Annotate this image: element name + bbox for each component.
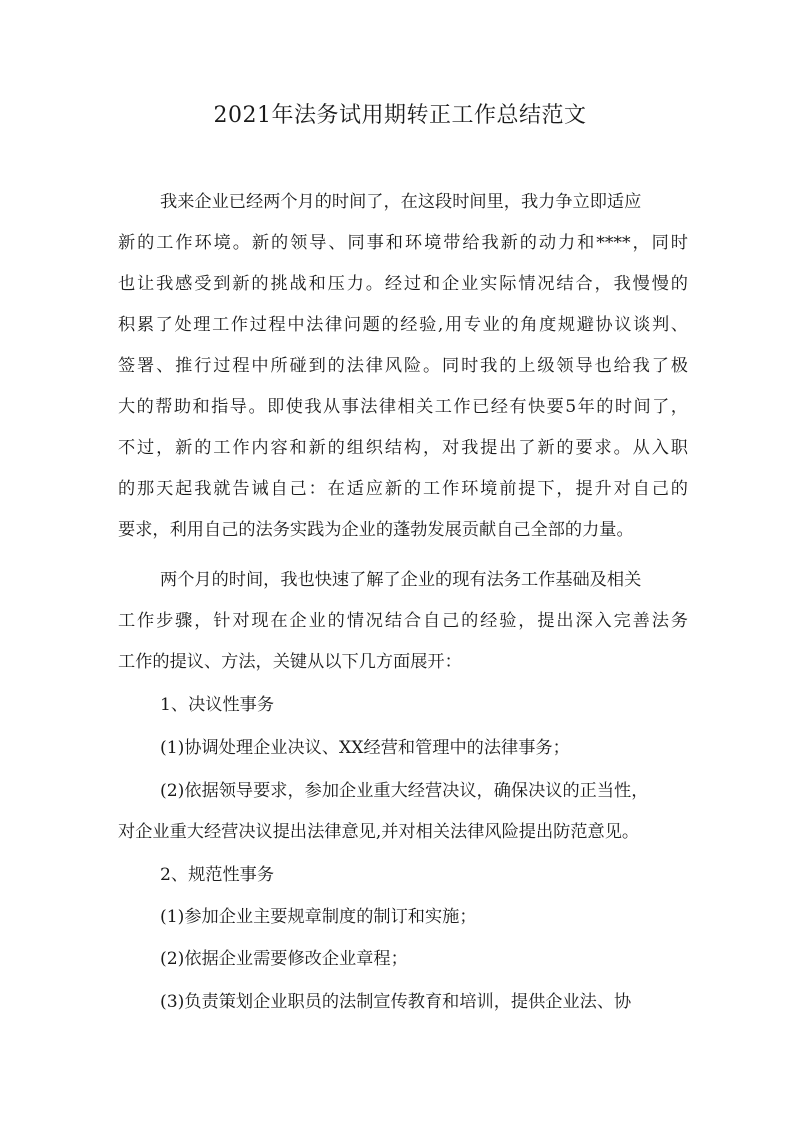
section-heading: 1、决议性事务 [160,695,275,715]
paragraph-line: 工作步骤，针对现在企业的情况结合自己的经验，提出深入完善法务 [118,611,688,631]
list-item: (3)负责策划企业职员的法制宣传教育和培训，提供企业法、协 [160,992,632,1012]
paragraph-line: 签署、推行过程中所碰到的法律风险。同时我的上级领导也给我了极 [118,356,688,376]
list-item: (2)依据企业需要修改企业章程； [160,949,408,969]
paragraph-line: 我来企业已经两个月的时间了，在这段时间里，我力争立即适应 [160,192,642,212]
paragraph-line: 大的帮助和指导。即使我从事法律相关工作已经有快要5年的时间了， [118,397,688,417]
list-item: (1)参加企业主要规章制度的制订和实施； [160,907,477,927]
paragraph-line: 的那天起我就告诫自己：在适应新的工作环境前提下，提升对自己的 [118,479,688,499]
paragraph-line: 不过，新的工作内容和新的组织结构，对我提出了新的要求。从入职 [118,438,688,458]
paragraph-line: 积累了处理工作过程中法律问题的经验,用专业的角度规避协议谈判、 [118,315,688,335]
paragraph-line: 也让我感受到新的挑战和压力。经过和企业实际情况结合，我慢慢的 [118,274,688,294]
document-title: 2021年法务试用期转正工作总结范文 [213,103,587,128]
list-item: (1)协调处理企业决议、XX经营和管理中的法律事务； [160,738,570,758]
paragraph-line: 两个月的时间，我也快速了解了企业的现有法务工作基础及相关 [160,570,642,590]
list-item: (2)依据领导要求，参加企业重大经营决议，确保决议的正当性， [160,781,649,801]
paragraph-line: 要求，利用自己的法务实践为企业的蓬勃发展贡献自己全部的力量。 [118,520,634,540]
section-heading: 2、规范性事务 [160,865,275,885]
paragraph-line: 新的工作环境。新的领导、同事和环境带给我新的动力和****，同时 [118,233,688,253]
paragraph-line: 对企业重大经营决议提出法律意见,并对相关法律风险提出防范意见。 [118,822,640,842]
paragraph-line: 工作的提议、方法，关键从以下几方面展开： [118,652,462,672]
